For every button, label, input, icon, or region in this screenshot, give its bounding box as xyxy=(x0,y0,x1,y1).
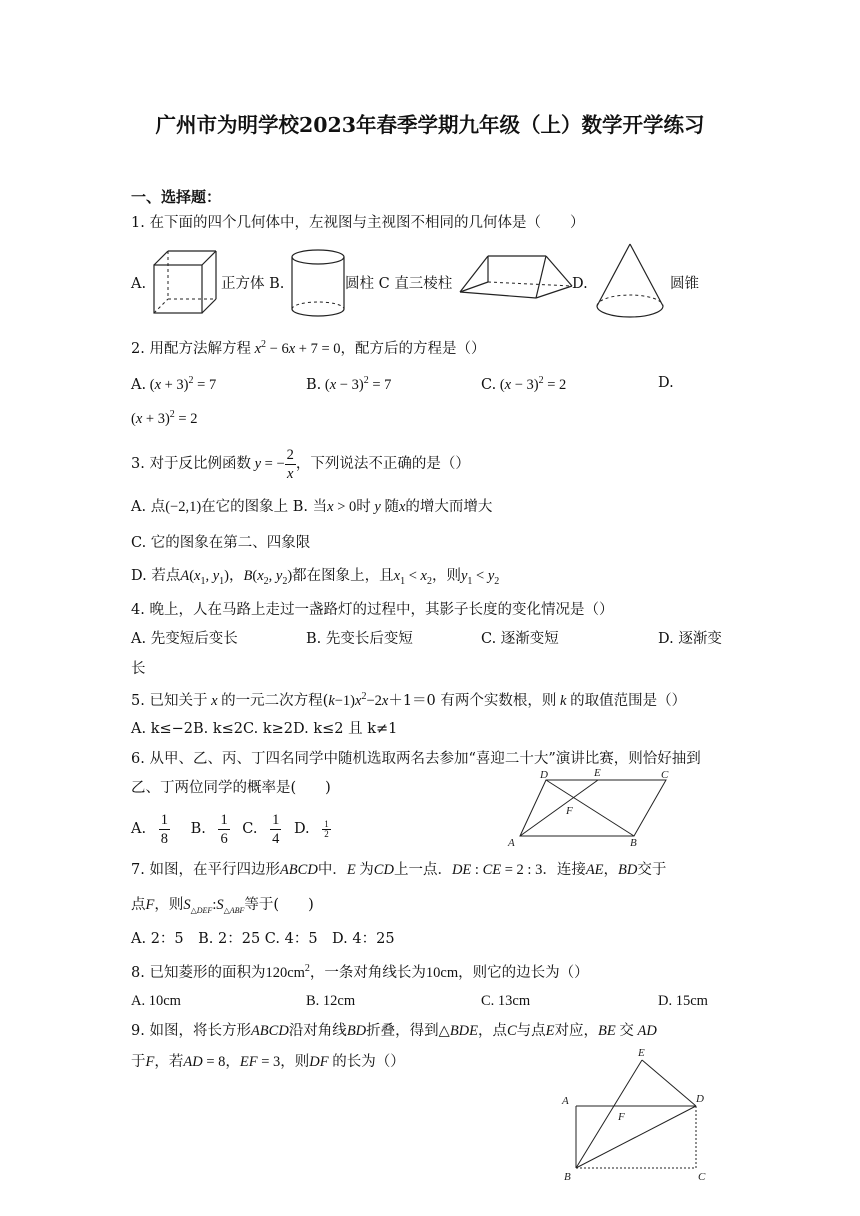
q2-option-a: A. $(x + 3)^2 = 7$ xyxy=(131,375,217,393)
label-A: A xyxy=(562,1095,569,1107)
q9-stem-line1: 9. 如图，将长方形ABCD沿对角线BD折叠，得到△BDE，点C与点E对应，BE 交 AD xyxy=(131,1023,657,1039)
cylinder-figure xyxy=(290,249,346,319)
label-E: E xyxy=(638,1047,645,1059)
q4-option-b: B. 先变长后变短 xyxy=(306,631,413,647)
q9-stem-line2: 于F，若AD = 8，EF = 3，则DF 的长为（） xyxy=(131,1054,405,1070)
label-D: D xyxy=(696,1093,704,1105)
q7-stem-line2: 点F，则$S_{\triangle DEF}:S_{\triangle ABF}$等于( ) xyxy=(131,897,314,915)
q4-option-d-cont: 长 xyxy=(131,661,146,677)
q4-option-c: C. 逐渐变短 xyxy=(481,631,559,647)
q2-option-d-expr: $(x + 3)^2 = 2$ xyxy=(131,409,198,427)
q1-label-d: D. xyxy=(572,276,588,292)
q6-options: A. $\frac{1}{8}$ B. $\frac{1}{6}$ C. $\frac{1}{4}$ D. $\frac{1}{2}$ xyxy=(131,811,329,847)
q5-stem: 5. 已知关于 x 的一元二次方程$(k-1)x^2-2x+1=0$ 有两个实数根，则 k 的取值范围是（） xyxy=(131,691,687,709)
parallelogram-figure xyxy=(506,767,682,850)
q2-stem: 2. 用配方法解方程 $x^2 - 6x + 7 = 0$，配方后的方程是（） xyxy=(131,339,486,357)
cone-figure xyxy=(594,242,666,322)
q4-stem: 4. 晚上，人在马路上走过一盏路灯的过程中，其影子长度的变化情况是（） xyxy=(131,602,614,618)
rectangle-fold-figure xyxy=(558,1046,718,1186)
q7-options: A. 2：5 B. 2：25 C. 4：5 D. 4：25 xyxy=(131,931,395,947)
q2-option-d: D. xyxy=(658,375,674,391)
q6-stem-line2: 乙、丁两位同学的概率是( ) xyxy=(131,780,331,796)
q8-option-c: C. 13cm xyxy=(481,993,531,1009)
label-D: D xyxy=(540,769,548,781)
q8-option-d: D. 15cm xyxy=(658,993,708,1009)
q2-option-b: B. $(x - 3)^2 = 7$ xyxy=(306,375,392,393)
q8-stem: 8. 已知菱形的面积为$120cm^2$，一条对角线长为10cm，则它的边长为（） xyxy=(131,963,589,981)
q4-option-d: D. 逐渐变 xyxy=(658,631,722,647)
label-F: F xyxy=(566,805,573,817)
q2-option-c: C. $(x - 3)^2 = 2$ xyxy=(481,375,567,393)
q3-option-c: C. 它的图象在第二、四象限 xyxy=(131,535,311,551)
q1-label-b-name: 圆柱 C 直三棱柱 xyxy=(345,276,453,292)
q8-option-a: A. 10cm xyxy=(131,993,181,1009)
cube-figure xyxy=(152,249,220,315)
q1-label-a: A. xyxy=(131,276,147,292)
q3-option-d: D. 若点$A(x_1$, $y_1$)，$B(x_2$, $y_2$)都在图象上，且$x_1 < x_2$，则$y_1 < y_2$ xyxy=(131,568,500,587)
q5-options: A. k≤−2B. k≤2C. k≥2D. k≤2 且 k≠1 xyxy=(131,721,398,737)
prism-figure xyxy=(458,252,576,302)
label-E: E xyxy=(594,767,601,779)
q6-stem-line1: 6. 从甲、乙、丙、丁四名同学中随机选取两名去参加“喜迎二十大”演讲比赛，则恰好抽到 xyxy=(131,751,701,767)
q3-stem: 3. 对于反比例函数 y = − $\frac{2}{x}$ ，下列说法不正确的是（） xyxy=(131,446,470,482)
label-F: F xyxy=(618,1111,625,1123)
q3-option-ab: A. 点(−2,1)在它的图象上 B. 当x > 0时 y 随x的增大而增大 xyxy=(131,499,493,515)
label-A: A xyxy=(508,837,515,849)
q8-option-b: B. 12cm xyxy=(306,993,356,1009)
page-title: 广州市为明学校2023年春季学期九年级（上）数学开学练习 xyxy=(155,113,705,137)
label-B: B xyxy=(564,1171,571,1183)
q4-option-a: A. 先变短后变长 xyxy=(131,631,238,647)
q1-label-a-name: 正方体 B. xyxy=(221,276,285,292)
q1-stem: 1. 在下面的四个几何体中，左视图与主视图不相同的几何体是（ ） xyxy=(131,215,585,231)
q7-stem-line1: 7. 如图，在平行四边形ABCD中．E 为CD上一点．DE : CE = 2 : 3．连接AE，BD交于 xyxy=(131,862,667,878)
q1-label-d-name: 圆锥 xyxy=(670,276,699,292)
label-C: C xyxy=(698,1171,706,1183)
label-B: B xyxy=(630,837,637,849)
label-C: C xyxy=(661,769,669,781)
section-heading: 一、选择题： xyxy=(131,188,222,206)
